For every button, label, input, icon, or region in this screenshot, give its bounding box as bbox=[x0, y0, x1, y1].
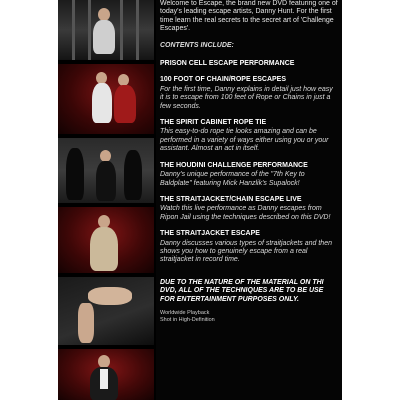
section-chain-rope bbox=[160, 76, 338, 111]
section-houdini-challenge bbox=[160, 162, 338, 188]
description-column bbox=[160, 0, 338, 324]
section-title: PRISON CELL ESCAPE PERFORMANCE bbox=[160, 60, 295, 68]
section-spirit-cabinet bbox=[160, 119, 338, 154]
section-title: THE SPIRIT CABINET ROPE TIE bbox=[160, 119, 267, 127]
intro-paragraph: Welcome to Escape, the brand new DVD featuring one of today's leading escape artists, Danny Hunt. For the first time learn the real secrets to the secret art of 'Challenge Escapes'. bbox=[160, 0, 338, 33]
prison-cell-thumbnail bbox=[58, 0, 154, 60]
section-title: THE STRAITJACKET ESCAPE bbox=[160, 230, 260, 238]
chain-rope-thumbnail bbox=[58, 64, 154, 134]
disclaimer-line: DUE TO THE NATURE OF THE MATERIAL ON THI bbox=[160, 278, 324, 286]
disclaimer-line: FOR ENTERTAINMENT PURPOSES ONLY. bbox=[160, 295, 299, 303]
disclaimer bbox=[160, 279, 338, 304]
playback-note: Worldwide Playback bbox=[160, 309, 210, 316]
section-straitjacket-chain bbox=[160, 196, 338, 222]
section-description: This easy-to-do rope tie looks amazing and can be performed in a variety of ways either using you or your assistant. Almost an act in itself. bbox=[160, 128, 329, 153]
section-title: 100 FOOT OF CHAIN/ROPE ESCAPES bbox=[160, 76, 287, 84]
section-description: Danny discusses various types of straitjackets and then shows you how to genuinely escape from a real straitjacket in record time. bbox=[160, 239, 332, 264]
section-prison-cell bbox=[160, 60, 338, 68]
section-title: THE STRAITJACKET/CHAIN ESCAPE LIVE bbox=[160, 195, 302, 203]
hd-note: Shot in High-Definition bbox=[160, 316, 215, 323]
hands-thumbnail bbox=[58, 277, 154, 345]
spirit-cabinet-thumbnail bbox=[58, 138, 154, 203]
section-title: THE HOUDINI CHALLENGE PERFORMANCE bbox=[160, 161, 308, 169]
dvd-back-cover bbox=[58, 0, 342, 400]
section-description: Watch this live performance as Danny escapes from Ripon Jail using the techniques described on this DVD! bbox=[160, 205, 331, 221]
thumbnail-strip bbox=[58, 0, 156, 400]
section-description: For the first time, Danny explains in detail just how easy it is to escape from 100 feet of Rope or Chains in just a few seconds. bbox=[160, 85, 333, 110]
section-straitjacket bbox=[160, 230, 338, 265]
performer-thumbnail bbox=[58, 349, 154, 400]
straitjacket-live-thumbnail bbox=[58, 207, 154, 273]
disclaimer-line: DVD, ALL OF THE TECHNIQUES ARE TO BE USE bbox=[160, 287, 324, 295]
contents-heading: CONTENTS INCLUDE: bbox=[160, 41, 234, 49]
section-description: Danny's unique performance of the "7th Key to Baldplate" featuring Mick Hanzlik's Supalock! bbox=[160, 171, 305, 187]
